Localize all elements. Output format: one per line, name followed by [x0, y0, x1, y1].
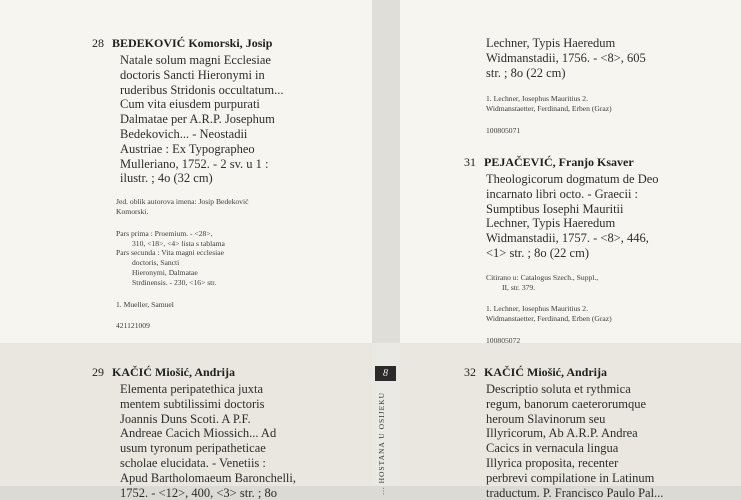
entry-heading — [92, 36, 284, 51]
author-given: Andrija — [194, 365, 236, 379]
title-line: scholae elucidata. - Venetiis : — [120, 455, 266, 470]
added-entry-line: Widmanstaetter, Ferdinand, Erben (Graz) — [486, 104, 612, 114]
title-line: doctoris Sancti Hieronymi in — [120, 67, 265, 82]
entry-number: 28 — [92, 36, 104, 50]
title-line: Bedekovich... - Neostadii — [120, 126, 248, 141]
added-entries — [486, 304, 659, 324]
title-line: 1752. - <12>, 400, <3> str. ; 8o — [120, 485, 278, 500]
title-line: Sumptibus Iosephi Mauritii — [486, 201, 624, 216]
part-line: 310, <18>, <4> lista s tablama — [132, 238, 225, 248]
catalog-entry-32 — [464, 365, 663, 500]
page-number: 8 — [375, 366, 396, 381]
title-line: Apud Bartholomaeum Baronchelli, — [120, 470, 297, 485]
part-line: Pars secunda : Vita magni ecclesiae — [116, 248, 224, 258]
entry-heading — [92, 365, 296, 380]
title-block — [120, 382, 296, 500]
title-line: Widmanstadii, 1756. - <8>, 605 — [486, 50, 646, 65]
title-line: ruderibus Stridonis occultatum... — [120, 82, 284, 97]
name-note — [116, 197, 284, 217]
part-line: Hieronymi, Dalmatae — [132, 267, 198, 277]
author-surname: KAČIĆ Miošić, — [484, 365, 564, 379]
entry-heading — [464, 365, 663, 380]
added-entries — [116, 300, 284, 310]
added-entry-line: 1. Lechner, Iosephus Mauritius 2. — [486, 94, 588, 104]
title-line: Cum vita eiusdem purpurati — [120, 97, 260, 112]
title-line: Dalmatae per A.R.P. Josephum — [120, 112, 275, 127]
title-block — [486, 36, 646, 80]
title-block — [486, 382, 663, 500]
note-line: II, str. 379. — [502, 282, 536, 292]
catalog-entry-31 — [464, 155, 659, 346]
title-line: Descriptio soluta et rythmica — [486, 382, 631, 396]
title-line: Theologicorum dogmatum de Deo — [486, 172, 659, 186]
right-page — [400, 0, 741, 500]
entry-number: 29 — [92, 365, 104, 379]
record-id: 100805072 — [486, 335, 521, 345]
added-entry-line: 1. Mueller, Samuel — [116, 299, 174, 309]
note-line: Komorski. — [116, 206, 149, 216]
catalog-entry-28 — [92, 36, 284, 331]
title-line: perbrevi compilatione in Latinum — [486, 470, 655, 485]
title-line: str. ; 8o (22 cm) — [486, 65, 566, 80]
author-given: Andrija — [566, 365, 608, 379]
catalog-entry-29 — [92, 365, 296, 500]
title-line: traductum. P. Francisco Paulo Pal... — [486, 485, 664, 500]
spine-text: ... HOSTANA U OSIJEKU — [377, 392, 386, 495]
citation-note — [486, 273, 659, 293]
author-given: Josip — [245, 36, 273, 50]
title-line: heroum Slavinorum seu — [486, 411, 606, 426]
title-line: Lechner, Typis Haeredum — [486, 216, 616, 231]
title-line: ilustr. ; 4o (32 cm) — [120, 171, 213, 186]
part-line: Strdinensis. - 230, <16> str. — [132, 277, 217, 287]
title-line: incarnato libri octo. - Graecii : — [486, 186, 639, 201]
title-line: mentem subtilissimi doctoris — [120, 396, 265, 411]
gutter — [372, 0, 400, 495]
part-line: doctoris, Sancti — [132, 258, 180, 268]
title-line: usum tyronum peripatheticae — [120, 441, 266, 456]
title-line: Illyrica proposita, recenter — [486, 455, 619, 470]
title-line: Andreae Cacich Miossich... Ad — [120, 426, 277, 441]
parts-list — [116, 229, 284, 288]
title-line: Austriae : Ex Typographeo — [120, 141, 255, 156]
record-id: 421121009 — [116, 321, 150, 331]
added-entry-line: 1. Lechner, Iosephus Mauritius 2. — [486, 304, 588, 314]
catalog-entry-continuation — [486, 36, 646, 136]
entry-number: 31 — [464, 155, 476, 169]
title-block — [486, 172, 659, 261]
note-line: Jed. oblik autorova imena: Josip Bedeković — [116, 197, 249, 207]
title-line: regum, banorum caeterorumque — [486, 396, 647, 411]
part-line: Pars prima : Proemium. - <28>, — [116, 228, 213, 238]
title-line: Cacics in vernacula lingua — [486, 441, 619, 456]
author-surname: PEJAČEVIĆ, — [484, 155, 556, 169]
author-surname: KAČIĆ Miošić, — [112, 365, 192, 379]
added-entries — [486, 94, 646, 114]
added-entry-line: Widmanstaetter, Ferdinand, Erben (Graz) — [486, 314, 612, 324]
title-line: Natale solum magni Ecclesiae — [120, 53, 271, 67]
title-line: Lechner, Typis Haeredum — [486, 36, 616, 50]
author-surname: BEDEKOVIĆ Komorski, — [112, 36, 243, 50]
record-id: 100805071 — [486, 125, 521, 135]
entry-number: 32 — [464, 365, 476, 379]
note-line: Citirano u: Catalogus Szech., Suppl., — [486, 272, 599, 282]
title-line: <1> str. ; 8o (22 cm) — [486, 245, 589, 260]
title-line: Mulleriano, 1752. - 2 sv. u 1 : — [120, 156, 269, 171]
author-given: Franjo Ksaver — [558, 155, 634, 169]
gutter-top — [372, 0, 400, 343]
title-line: Elementa peripatethica juxta — [120, 382, 263, 396]
entry-heading — [464, 155, 659, 170]
title-block — [120, 53, 284, 186]
title-line: Illyricorum, Ab A.R.P. Andrea — [486, 426, 638, 441]
title-line: Joannis Duns Scoti. A P.F. — [120, 411, 251, 426]
title-line: Widmanstadii, 1757. - <8>, 446, — [486, 231, 649, 246]
